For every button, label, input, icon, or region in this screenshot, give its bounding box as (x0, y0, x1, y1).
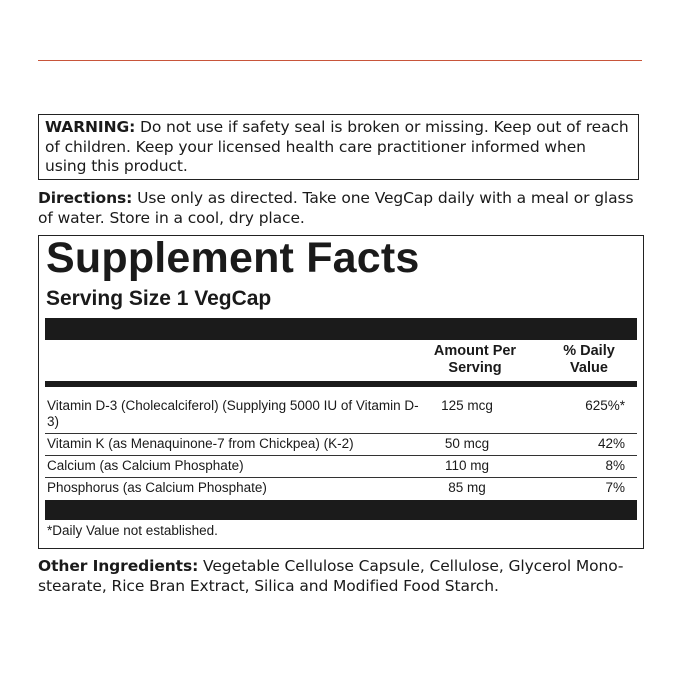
nutrient-name: Phosphorus (as Calcium Phosphate) (47, 480, 267, 495)
directions (38, 188, 643, 228)
nutrient-dv: 8% (605, 458, 625, 473)
nutrient-amount: 85 mg (448, 480, 486, 495)
warning-label: WARNING: (45, 118, 136, 136)
nutrient-amount: 125 mcg (441, 398, 493, 413)
table-row (45, 398, 637, 432)
nutrient-name: Vitamin K (as Menaquinone-7 from Chickpea) (K-2) (47, 436, 354, 451)
col-amount-header: Amount Per Serving (433, 343, 517, 376)
facts-title: Supplement Facts (46, 234, 420, 282)
other-ingredients-text: Vegetable Cellulose Capsule, Cellulose, Glycerol Mono-stearate, Rice Bran Extract, Silica and Modified Food Starch. (38, 557, 624, 595)
directions-text: Use only as directed. Take one VegCap daily with a meal or glass of water. Store in a cool, dry place. (38, 189, 634, 227)
header-divider (45, 381, 637, 387)
row-divider (45, 477, 637, 478)
table-row (45, 458, 637, 476)
col-dv-header: % Daily Value (563, 343, 615, 376)
directions-label: Directions: (38, 189, 133, 207)
warning-box (38, 114, 639, 180)
nutrient-name: Vitamin D-3 (Cholecalciferol) (Supplying 5000 IU of Vitamin D-3) (47, 398, 419, 429)
header-bar (45, 318, 637, 340)
supplement-facts-panel (38, 235, 644, 549)
footer-bar (45, 500, 637, 520)
nutrient-dv: 7% (605, 480, 625, 495)
row-divider (45, 455, 637, 456)
table-row (45, 436, 637, 454)
serving-size: Serving Size 1 VegCap (46, 287, 272, 310)
warning-text: Do not use if safety seal is broken or missing. Keep out of reach of children. Keep your licensed health care practitioner informed when using this product. (45, 118, 629, 175)
nutrient-amount: 110 mg (444, 458, 490, 473)
nutrient-amount: 50 mcg (444, 436, 490, 451)
row-divider (45, 433, 637, 434)
nutrient-dv: 625%* (585, 398, 625, 413)
other-ingredients-label: Other Ingredients: (38, 557, 199, 575)
nutrient-dv: 42% (597, 436, 625, 451)
top-rule (38, 60, 642, 61)
table-row (45, 480, 637, 498)
other-ingredients (38, 556, 643, 596)
nutrient-name: Calcium (as Calcium Phosphate) (47, 458, 244, 473)
footnote: *Daily Value not established. (47, 523, 218, 538)
